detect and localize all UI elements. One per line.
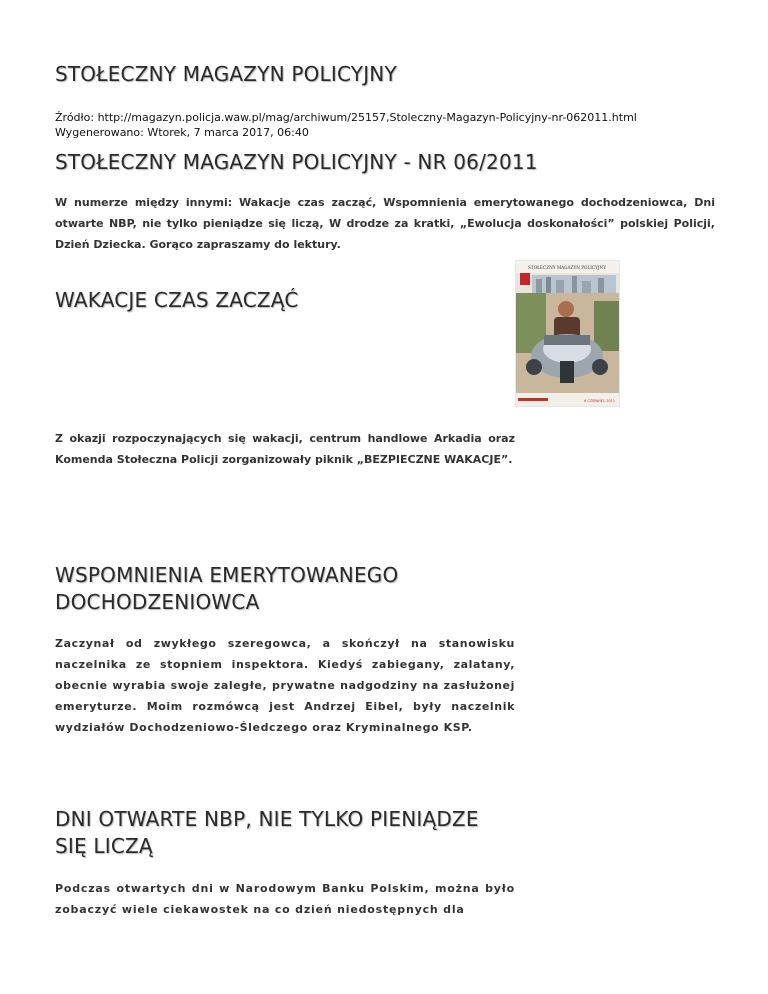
- article-lead: Podczas otwartych dni w Narodowym Banku Polskim, można było zobaczyć wiele ciekawostek na co dzień niedostępnych dla: [55, 882, 515, 916]
- page-title: STOŁECZNY MAGAZYN POLICYJNY: [55, 62, 397, 86]
- article-title: WAKACJE CZAS ZACZĄĆ: [55, 288, 299, 312]
- cover-illustration: [516, 261, 619, 406]
- source-line: Źródło: http://magazyn.policja.waw.pl/mag/archiwum/25157,Stoleczny-Magazyn-Policyjny-nr-062011.html: [55, 111, 637, 124]
- issue-title: STOŁECZNY MAGAZYN POLICYJNY - NR 06/2011: [55, 150, 538, 174]
- cover-issue-label: 6 CZERWIEC 2011: [584, 399, 615, 403]
- article-title: WSPOMNIENIA EMERYTOWANEGO DOCHODZENIOWCA: [55, 563, 399, 614]
- document-meta: [55, 110, 637, 140]
- magazine-cover-image: [515, 260, 620, 407]
- article-title: DNI OTWARTE NBP, NIE TYLKO PIENIĄDZE SIĘ LICZĄ: [55, 807, 479, 858]
- issue-intro: W numerze między innymi: Wakacje czas zacząć, Wspomnienia emerytowanego dochodzeniowca, Dni otwarte NBP, nie tylko pieniądze się liczą, W drodze za kratki, „Ewolucja doskonałości” polskiej Policji, Dzień Dziecka. Gorąco zapraszamy do lektury.: [55, 196, 715, 251]
- article-lead: Zaczynał od zwykłego szeregowca, a skończył na stanowisku naczelnika ze stopniem inspektora. Kiedyś zabiegany, zalatany, obecnie wyrabia swoje zaległe, prywatne nadgodziny na zasłużonej emeryturze. Moim rozmówcą jest Andrzej Eibel, były naczelnik wydziałów Dochodzeniowo-Śledczego oraz Kryminalnego KSP.: [55, 637, 515, 734]
- generated-line: Wygenerowano: Wtorek, 7 marca 2017, 06:40: [55, 126, 309, 139]
- article-lead: Z okazji rozpoczynających się wakacji, centrum handlowe Arkadia oraz Komenda Stołeczna Policji zorganizowały piknik „BEZPIECZNE WAKACJE”.: [55, 432, 515, 466]
- cover-masthead: STOŁECZNY MAGAZYN POLICYJNY: [528, 265, 606, 270]
